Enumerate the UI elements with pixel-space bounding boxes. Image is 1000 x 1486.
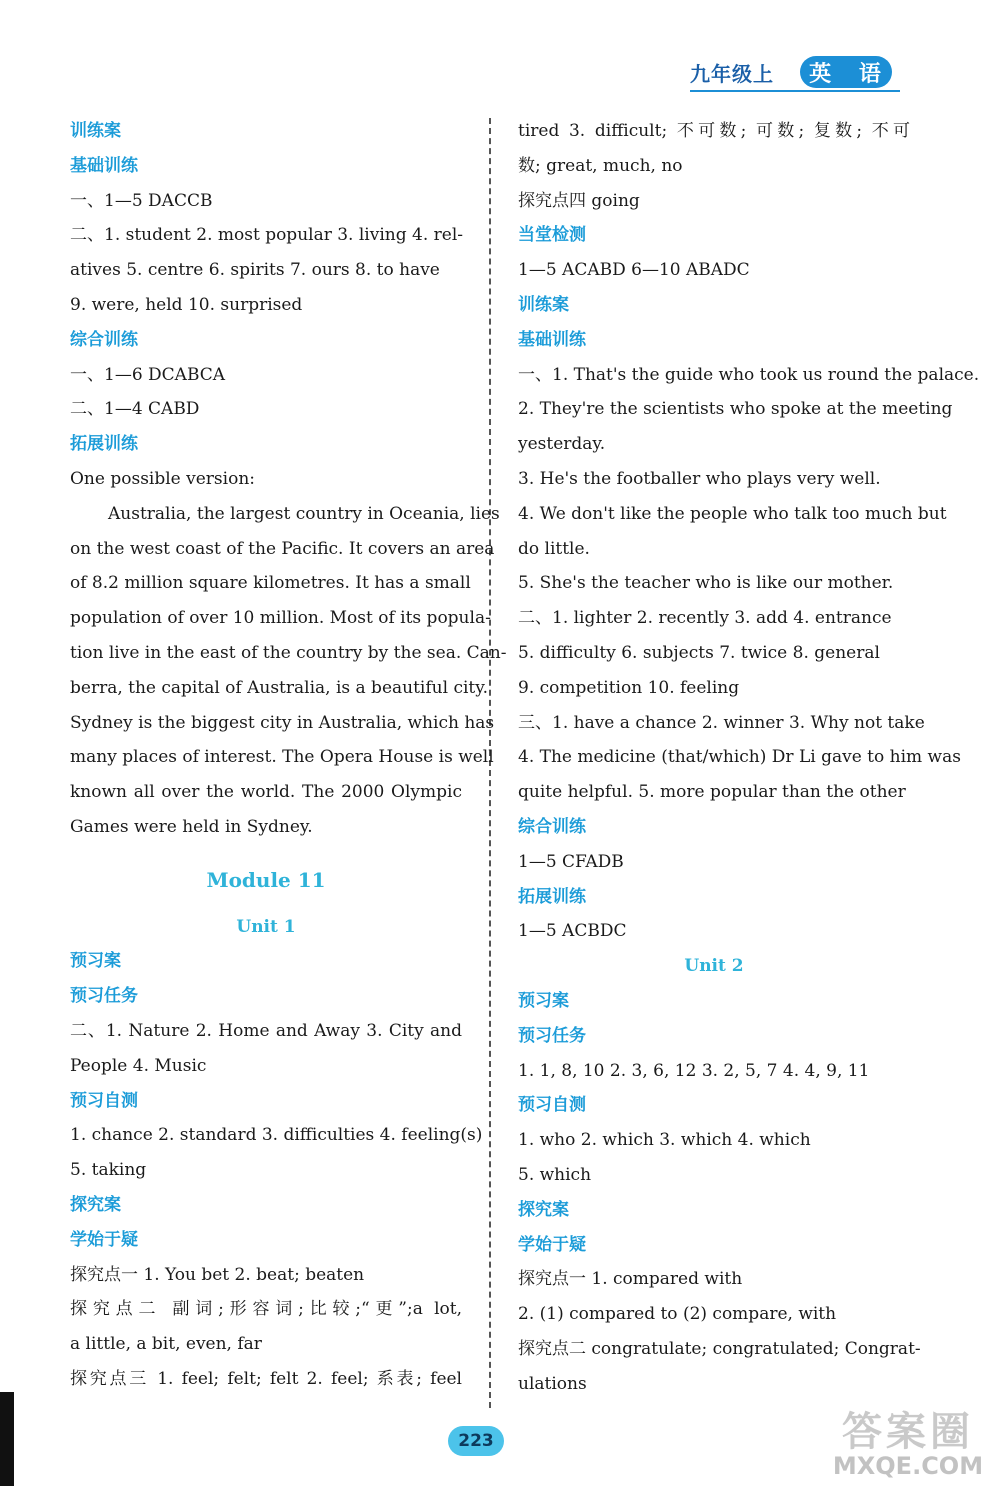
answer-line: 5. which <box>518 1164 592 1185</box>
section-heading: 学始于疑 <box>518 1234 586 1255</box>
answer-line: 3. He's the footballer who plays very well. <box>518 468 881 489</box>
section-heading: 预习任务 <box>70 986 138 1007</box>
answer-line: berra, the capital of Australia, is a beautiful city. <box>70 677 488 698</box>
answer-line: 二、1. student 2. most popular 3. living 4. rel- <box>70 225 464 246</box>
left-column <box>70 114 507 1397</box>
answer-line: 探究点二 副词;形容词;比较;“更”;a lot, <box>70 1299 462 1320</box>
section-heading: 训练案 <box>518 294 569 315</box>
answer-line: tion live in the east of the country by the sea. Can- <box>70 642 507 663</box>
answer-line: Australia, the largest country in Oceania, lies <box>108 503 500 524</box>
answer-line: 9. competition 10. feeling <box>518 677 740 698</box>
section-heading: 探究案 <box>70 1194 121 1215</box>
answer-line: do little. <box>518 538 590 559</box>
answer-line: 探究点一 1. You bet 2. beat; beaten <box>70 1264 365 1285</box>
answer-line: yesterday. <box>518 434 606 455</box>
section-heading: 当堂检测 <box>518 225 586 246</box>
section-heading: Unit 2 <box>684 956 744 977</box>
answer-line: 三、1. have a chance 2. winner 3. Why not take <box>518 712 925 733</box>
section-heading: 预习自测 <box>518 1095 586 1116</box>
answer-line: Games were held in Sydney. <box>70 816 313 837</box>
answer-line: People 4. Music <box>70 1055 207 1076</box>
section-heading: 拓展训练 <box>518 886 586 907</box>
section-heading: Unit 1 <box>236 916 296 937</box>
answer-line: 1. chance 2. standard 3. difficulties 4. feeling(s) <box>70 1125 483 1146</box>
answer-line: 4. We don't like the people who talk too much but <box>518 503 947 524</box>
answer-line: 数; great, much, no <box>518 155 683 176</box>
section-heading: 基础训练 <box>518 329 586 350</box>
section-heading: 探究案 <box>518 1199 569 1220</box>
answer-line: 探究点三 1. feel; felt; felt 2. feel; 系表; feel <box>70 1368 462 1389</box>
answer-line: quite helpful. 5. more popular than the other <box>518 782 906 803</box>
scan-edge-shadow <box>0 1392 14 1486</box>
section-heading: 拓展训练 <box>70 434 138 455</box>
answer-line: 1—5 ACBDC <box>518 921 627 942</box>
answer-line: 一、1—6 DCABCA <box>70 364 226 385</box>
answer-line: known all over the world. The 2000 Olympic <box>70 782 462 803</box>
section-heading: 综合训练 <box>518 816 586 837</box>
answer-line: on the west coast of the Pacific. It covers an area <box>70 538 495 559</box>
answer-line: 4. The medicine (that/which) Dr Li gave to him was <box>518 747 961 768</box>
section-heading: 预习自测 <box>70 1090 138 1111</box>
answer-line: atives 5. centre 6. spirits 7. ours 8. to have <box>70 260 440 281</box>
answer-line: 探究点二 congratulate; congratulated; Congrat- <box>518 1338 921 1359</box>
answer-line: 1. who 2. which 3. which 4. which <box>518 1130 811 1151</box>
answer-line: 一、1. That's the guide who took us round the palace. <box>518 364 980 385</box>
answer-line: 5. She's the teacher who is like our mother. <box>518 573 894 594</box>
section-heading: 预习任务 <box>518 1025 586 1046</box>
subject-badge: 英 语 <box>800 56 892 88</box>
section-heading: 训练案 <box>70 121 121 141</box>
section-heading: 预习案 <box>518 990 569 1011</box>
answer-line: 9. were, held 10. surprised <box>70 294 303 315</box>
answer-line: many places of interest. The Opera House is well <box>70 747 494 768</box>
section-heading: 预习案 <box>70 951 121 972</box>
answer-line: 一、1—5 DACCB <box>70 190 213 211</box>
grade-label: 九年级上 <box>690 62 774 86</box>
answer-line: 2. They're the scientists who spoke at the meeting <box>518 399 953 420</box>
answer-line: 二、1. lighter 2. recently 3. add 4. entrance <box>518 608 892 629</box>
header-underline <box>690 90 900 92</box>
answer-line: tired 3. difficult; 不可数; 可数; 复数; 不可 <box>518 121 910 141</box>
answer-line: 5. difficulty 6. subjects 7. twice 8. general <box>518 642 880 663</box>
answer-line: 5. taking <box>70 1160 147 1181</box>
section-heading: 基础训练 <box>70 155 138 176</box>
page-number: 223 <box>448 1426 504 1456</box>
right-column <box>518 114 980 1401</box>
answer-line: Sydney is the biggest city in Australia, which has <box>70 712 495 733</box>
answer-line: a little, a bit, even, far <box>70 1334 262 1355</box>
section-heading: 综合训练 <box>70 329 138 350</box>
watermark-top-text: 答案圈 <box>842 1409 974 1455</box>
answer-line: 二、1—4 CABD <box>70 399 200 420</box>
answer-line: 探究点一 1. compared with <box>518 1269 743 1290</box>
section-heading: 学始于疑 <box>70 1229 138 1250</box>
answer-line: 2. (1) compared to (2) compare, with <box>518 1304 837 1325</box>
answer-line: One possible version: <box>70 468 255 489</box>
watermark-bottom-text: MXQE.COM <box>832 1452 984 1480</box>
answer-line: ulations <box>518 1373 587 1394</box>
answer-line: 二、1. Nature 2. Home and Away 3. City and <box>70 1020 462 1041</box>
page-header <box>690 56 905 96</box>
answer-line: 探究点四 going <box>518 190 640 211</box>
answer-line: population of over 10 million. Most of its popula- <box>70 608 491 629</box>
answer-line: 1—5 CFADB <box>518 851 624 872</box>
answer-line: of 8.2 million square kilometres. It has a small <box>70 573 471 594</box>
section-heading: Module 11 <box>206 867 326 892</box>
answer-line: 1. 1, 8, 10 2. 3, 6, 12 3. 2, 5, 7 4. 4, 9, 11 <box>518 1060 870 1081</box>
answer-line: 1—5 ACABD 6—10 ABADC <box>518 260 750 281</box>
watermark-logo <box>818 1400 998 1484</box>
